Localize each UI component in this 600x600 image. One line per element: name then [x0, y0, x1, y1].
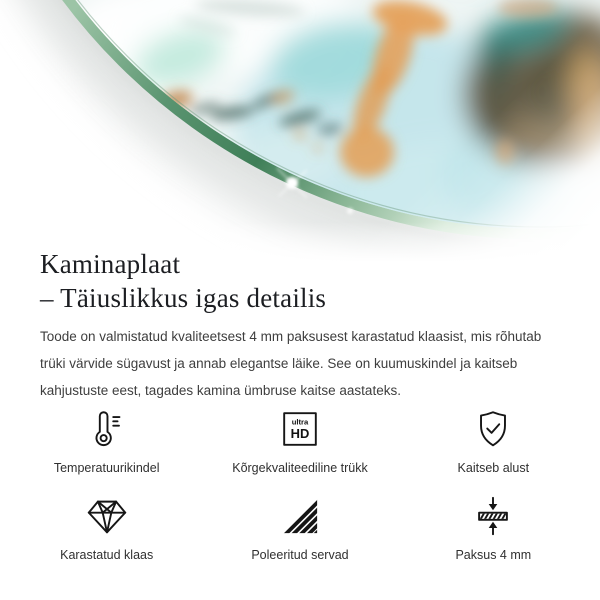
feature-item-tempered-glass	[10, 492, 203, 563]
feature-item-thickness	[397, 492, 590, 563]
feature-label: Temperatuurikindel	[53, 461, 160, 475]
page-title-line2: – Täiuslikkus igas detailis	[40, 283, 327, 314]
feature-label: Karastatud klaas	[60, 548, 154, 562]
thermometer-icon	[84, 405, 130, 453]
hero-product-image	[0, 0, 600, 265]
thickness-icon	[470, 492, 516, 540]
feature-label: Poleeritud servad	[251, 548, 349, 562]
feature-item-print-quality	[203, 405, 396, 476]
feature-label: Kaitseb alust	[457, 461, 530, 475]
feature-label: Kõrgekvaliteediline trükk	[232, 461, 368, 475]
page-title	[40, 247, 570, 315]
diamond-icon	[84, 492, 130, 540]
feature-item-temperature	[10, 405, 203, 476]
ultra-hd-icon	[277, 405, 323, 453]
intro-paragraph: Toode on valmistatud kvaliteetsest 4 mm paksusest karastatud klaasist, mis rõhutab trüki värvide sügavust ja annab elegantse läike. See on kuumuskindel ja kaitseb kahjustuste eest, tagades kamina ümbruse kaitse aastateks.	[40, 328, 542, 398]
page-title-line1: Kaminaplaat	[40, 249, 181, 280]
polished-edges-icon	[277, 492, 323, 540]
shield-check-icon	[470, 405, 516, 453]
feature-grid	[10, 405, 590, 563]
feature-item-protects-base	[397, 405, 590, 476]
feature-label: Paksus 4 mm	[455, 548, 532, 562]
ultra-hd-icon-text-top: ultra	[291, 417, 309, 427]
feature-item-polished-edges	[203, 492, 396, 563]
ultra-hd-icon-text-bottom: HD	[290, 426, 310, 442]
